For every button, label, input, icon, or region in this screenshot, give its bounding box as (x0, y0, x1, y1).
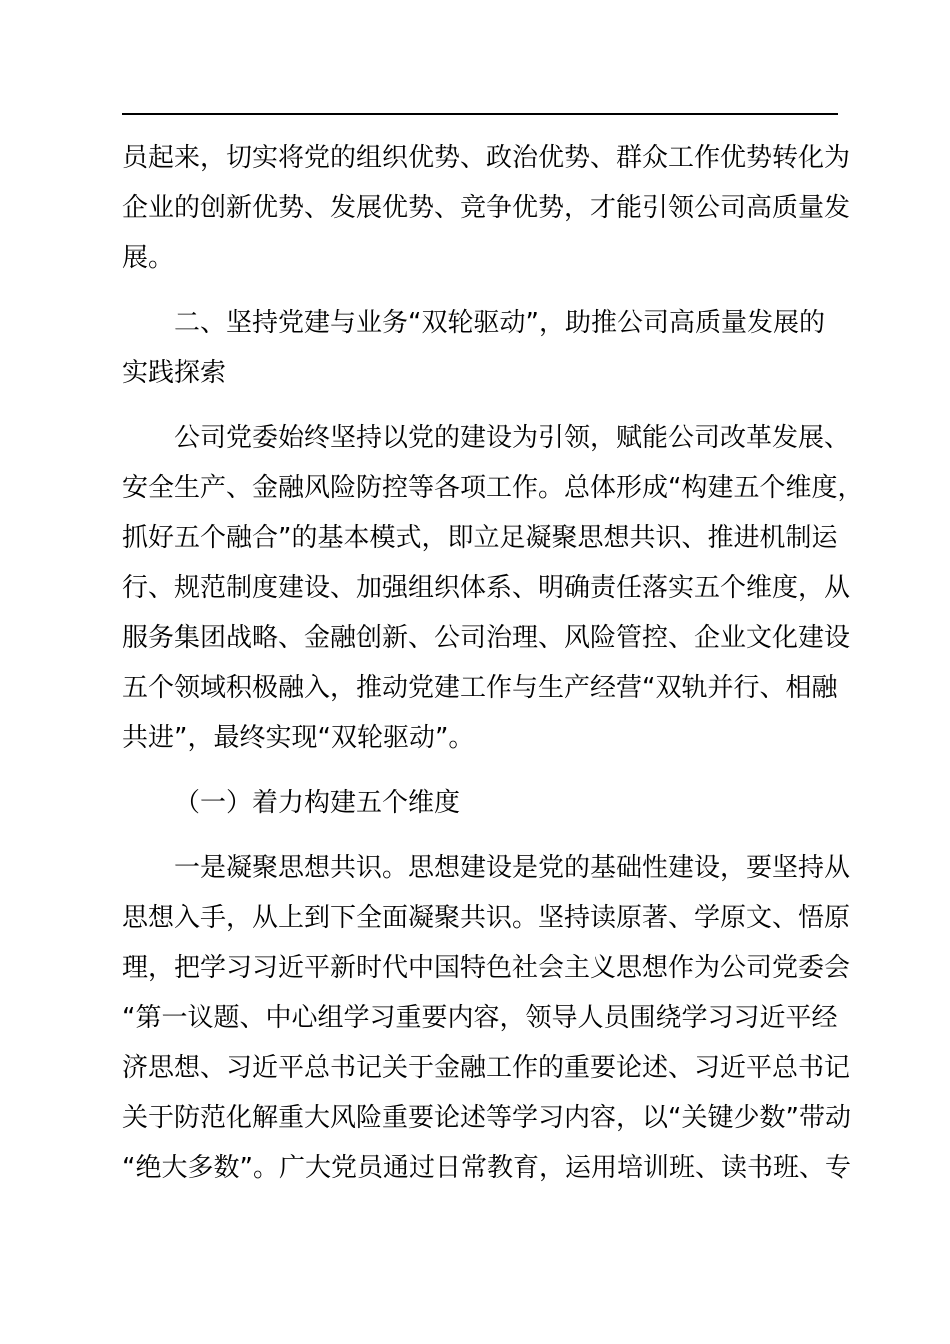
paragraph-line: 思想入手，从上到下全面凝聚共识。坚持读原著、学原文、悟原 (122, 903, 851, 933)
paragraph-line: 理，把学习习近平新时代中国特色社会主义思想作为公司党委会 (122, 953, 851, 983)
paragraph-line: 员起来，切实将党的组织优势、政治优势、群众工作优势转化为 (122, 143, 851, 173)
paragraph-line: “绝大多数”。广大党员通过日常教育，运用培训班、读书班、专 (122, 1153, 851, 1183)
subsection-heading: （一）着力构建五个维度 (174, 788, 461, 818)
paragraph-line: 关于防范化解重大风险重要论述等学习内容，以“关键少数”带动 (122, 1103, 851, 1133)
paragraph-line: 安全生产、金融风险防控等各项工作。总体形成“构建五个维度， (122, 473, 864, 503)
paragraph-line: 五个领域积极融入，推动党建工作与生产经营“双轨并行、相融 (122, 673, 838, 703)
section-heading-continued: 实践探索 (122, 358, 227, 388)
paragraph-line: 一是凝聚思想共识。思想建设是党的基础性建设，要坚持从 (174, 853, 851, 883)
paragraph-line: 展。 (122, 243, 175, 273)
paragraph-line: “第一议题、中心组学习重要内容，领导人员围绕学习习近平经 (122, 1003, 838, 1033)
paragraph-line: 共进”，最终实现“双轮驱动”。 (122, 723, 475, 753)
paragraph-line: 服务集团战略、金融创新、公司治理、风险管控、企业文化建设 (122, 623, 851, 653)
paragraph-line: 抓好五个融合”的基本模式，即立足凝聚思想共识、推进机制运 (122, 523, 838, 553)
paragraph-line: 公司党委始终坚持以党的建设为引领，赋能公司改革发展、 (174, 423, 851, 453)
paragraph-line: 济思想、习近平总书记关于金融工作的重要论述、习近平总书记 (122, 1053, 851, 1083)
header-rule (122, 113, 838, 115)
paragraph-line: 企业的创新优势、发展优势、竞争优势，才能引领公司高质量发 (122, 193, 851, 223)
section-heading: 二、坚持党建与业务“双轮驱动”，助推公司高质量发展的 (174, 308, 825, 338)
paragraph-line: 行、规范制度建设、加强组织体系、明确责任落实五个维度，从 (122, 573, 851, 603)
